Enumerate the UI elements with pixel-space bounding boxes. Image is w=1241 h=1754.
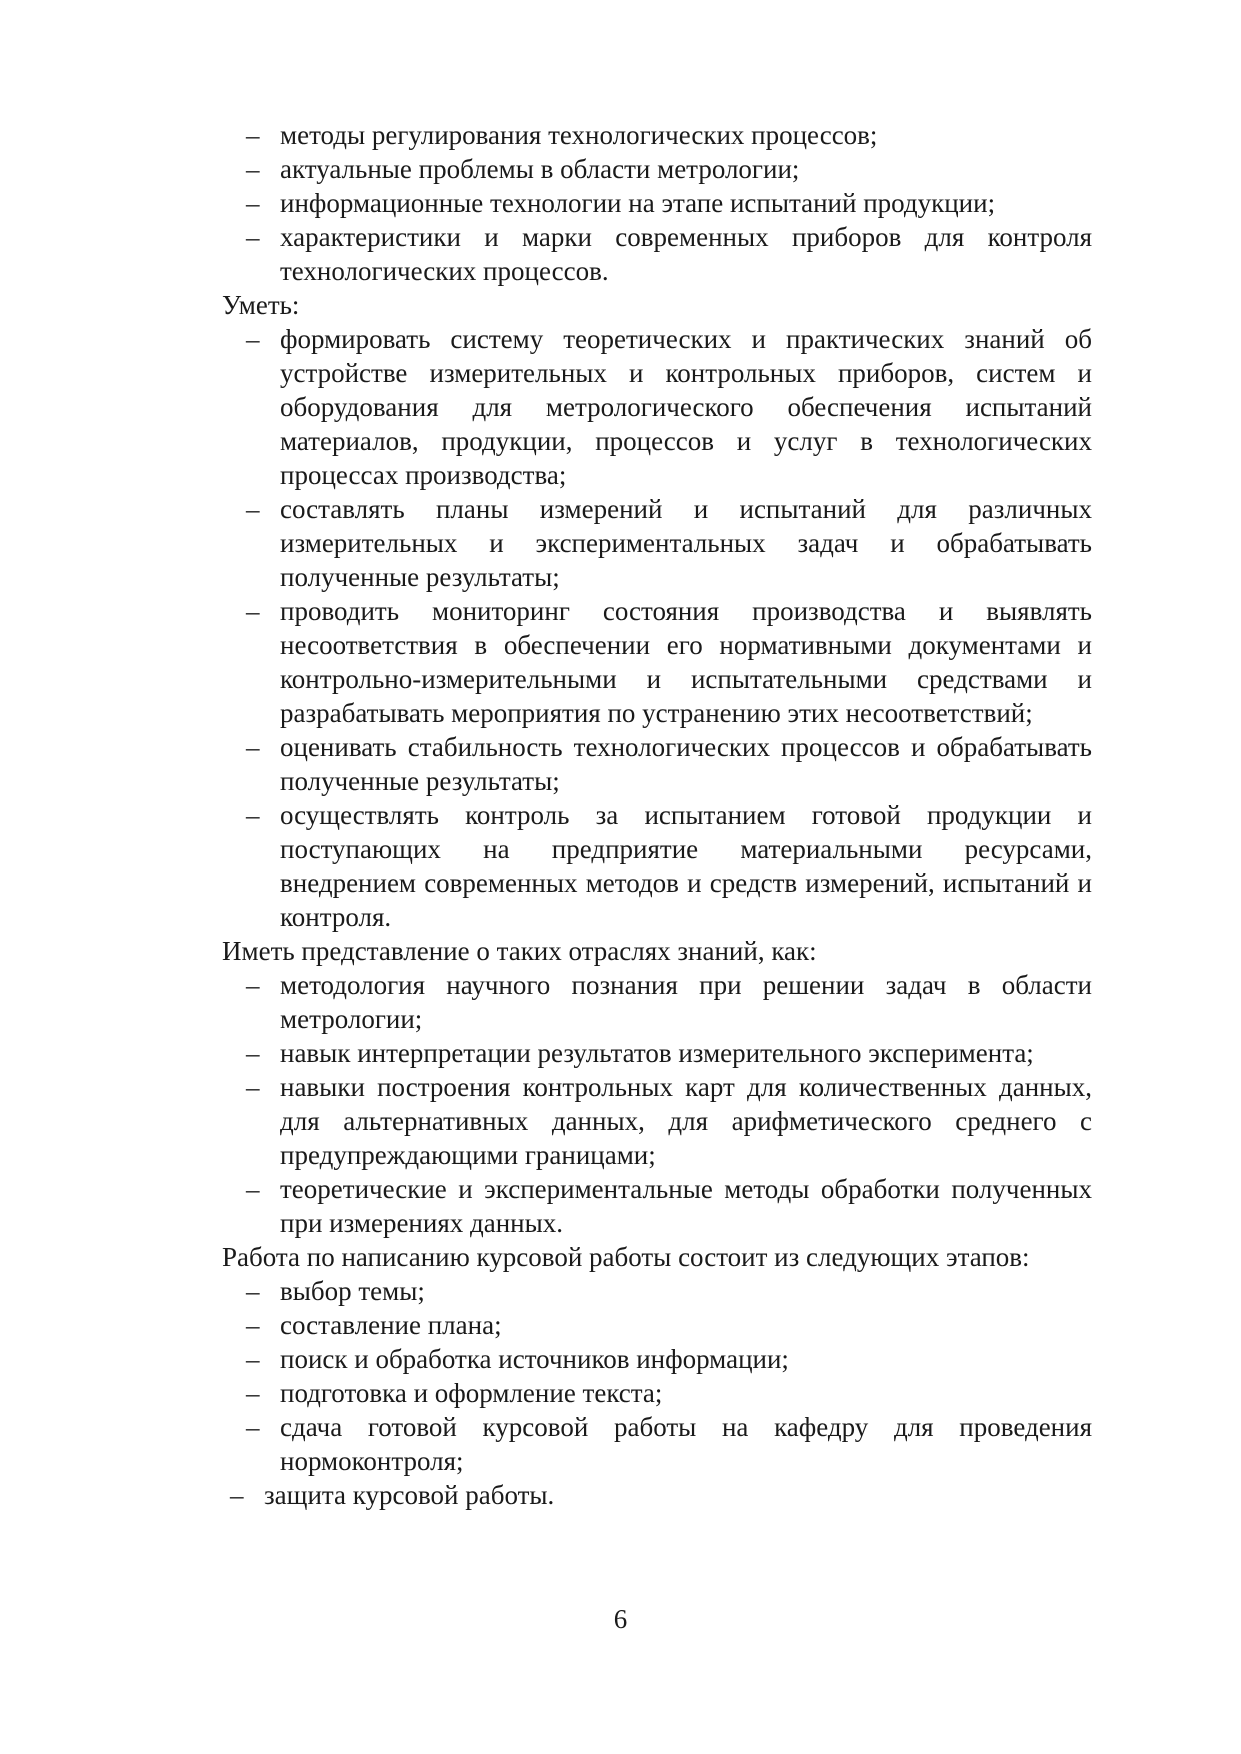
list-item xyxy=(222,152,1092,186)
list-item xyxy=(222,1070,1092,1172)
list-item-text: составление плана; xyxy=(280,1310,502,1340)
dash-bullet: – xyxy=(246,494,260,524)
list-item xyxy=(222,730,1092,798)
list-item xyxy=(222,492,1092,594)
list-item xyxy=(222,1308,1092,1342)
list-item xyxy=(222,968,1092,1036)
list-item xyxy=(222,186,1092,220)
dash-bullet: – xyxy=(246,120,260,150)
list-item-text: осуществлять контроль за испытанием готовой продукции и поступающих на предприятие материальными ресурсами, внедрением современных методов и средств измерений, испытаний и контроля. xyxy=(280,800,1092,932)
dash-bullet: – xyxy=(246,1174,260,1204)
list-item-text: проводить мониторинг состояния производства и выявлять несоответствия в обеспечении его нормативными документами и контрольно-измерительными и испытательными средствами и разрабатывать мероприятия по устранению этих несоответствий; xyxy=(280,596,1092,728)
stages-list xyxy=(222,1274,1092,1512)
list-item-text: навык интерпретации результатов измерительного эксперимента; xyxy=(280,1038,1034,1068)
list-item-text: сдача готовой курсовой работы на кафедру для проведения нормоконтроля; xyxy=(280,1412,1092,1476)
list-item xyxy=(222,1478,1092,1512)
list-item-text: теоретические и экспериментальные методы обработки полученных при измерениях данных. xyxy=(280,1174,1092,1238)
list-item-text: защита курсовой работы. xyxy=(264,1480,555,1510)
list-item-text: актуальные проблемы в области метрологии; xyxy=(280,154,800,184)
list-item-text: характеристики и марки современных приборов для контроля технологических процессов. xyxy=(280,222,1092,286)
list-item xyxy=(222,1410,1092,1478)
list-item xyxy=(222,220,1092,288)
section-heading-understanding: Иметь представление о таких отраслях знаний, как: xyxy=(222,936,817,966)
dash-bullet: – xyxy=(246,1072,260,1102)
dash-bullet: – xyxy=(246,732,260,762)
list-item-text: методология научного познания при решении задач в области метрологии; xyxy=(280,970,1092,1034)
list-item xyxy=(222,1376,1092,1410)
dash-bullet: – xyxy=(246,188,260,218)
list-item-text: оценивать стабильность технологических процессов и обрабатывать полученные результаты; xyxy=(280,732,1092,796)
list-item-text: подготовка и оформление текста; xyxy=(280,1378,663,1408)
list-item-text: информационные технологии на этапе испытаний продукции; xyxy=(280,188,996,218)
list-item xyxy=(222,1342,1092,1376)
list-item-text: формировать систему теоретических и практических знаний об устройстве измерительных и контрольных приборов, систем и оборудования для метрологического обеспечения испытаний материалов, продукции, процессов и услуг в технологических процессах производства; xyxy=(280,324,1092,490)
list-item xyxy=(222,1036,1092,1070)
list-item xyxy=(222,1172,1092,1240)
understanding-list xyxy=(222,968,1092,1240)
list-item-text: составлять планы измерений и испытаний для различных измерительных и экспериментальных задач и обрабатывать полученные результаты; xyxy=(280,494,1092,592)
dash-bullet: – xyxy=(246,324,260,354)
dash-bullet: – xyxy=(246,222,260,252)
dash-bullet: – xyxy=(246,596,260,626)
dash-bullet: – xyxy=(246,1344,260,1374)
list-item xyxy=(222,594,1092,730)
page-number: 6 xyxy=(613,1604,628,1634)
list-item xyxy=(222,1274,1092,1308)
dash-bullet: – xyxy=(246,154,260,184)
dash-bullet: – xyxy=(230,1480,244,1510)
dash-bullet: – xyxy=(246,1412,260,1442)
list-item xyxy=(222,118,1092,152)
section-heading-skills: Уметь: xyxy=(222,290,300,320)
list-item xyxy=(222,322,1092,492)
skills-list xyxy=(222,322,1092,934)
list-item xyxy=(222,798,1092,934)
list-item-text: выбор темы; xyxy=(280,1276,425,1306)
list-item-text: поиск и обработка источников информации; xyxy=(280,1344,789,1374)
dash-bullet: – xyxy=(246,970,260,1000)
dash-bullet: – xyxy=(246,1038,260,1068)
dash-bullet: – xyxy=(246,800,260,830)
knowledge-list xyxy=(222,118,1092,288)
list-item-text: методы регулирования технологических процессов; xyxy=(280,120,878,150)
list-item-text: навыки построения контрольных карт для количественных данных, для альтернативных данных, для арифметического среднего с предупреждающими границами; xyxy=(280,1072,1092,1170)
dash-bullet: – xyxy=(246,1276,260,1306)
dash-bullet: – xyxy=(246,1310,260,1340)
page-content xyxy=(222,118,1092,1512)
section-heading-stages: Работа по написанию курсовой работы состоит из следующих этапов: xyxy=(222,1242,1030,1272)
dash-bullet: – xyxy=(246,1378,260,1408)
